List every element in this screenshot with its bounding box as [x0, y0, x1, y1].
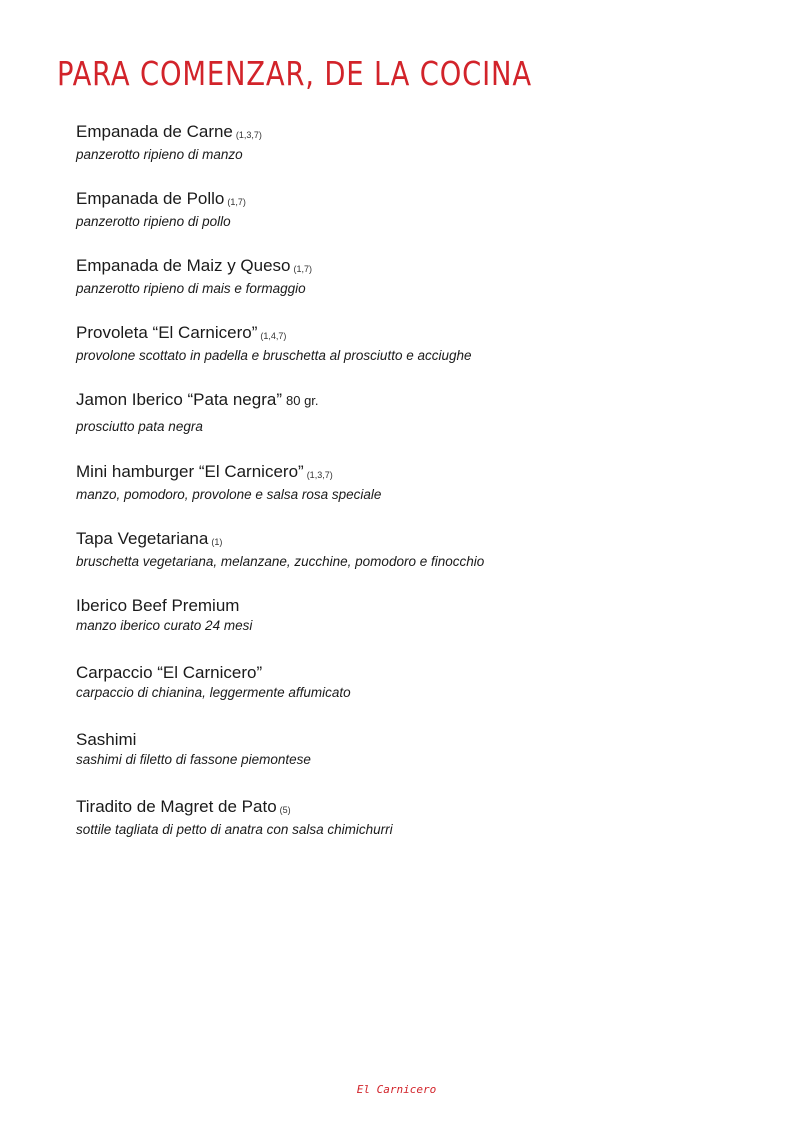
menu-item-allergens: (1,7)	[293, 264, 313, 274]
menu-item	[76, 796, 766, 863]
menu-item	[76, 729, 766, 796]
menu-item-description: provolone scottato in padella e bruschetta al prosciutto e acciughe	[76, 348, 472, 363]
menu-item-allergens: (5)	[279, 805, 291, 815]
menu-item-allergens: (1,3,7)	[306, 470, 333, 480]
menu-item-heading	[76, 255, 766, 280]
menu-item-allergens: (1,4,7)	[260, 331, 287, 341]
menu-item-description: prosciutto pata negra	[76, 419, 203, 434]
menu-item-heading	[76, 121, 766, 146]
menu-item	[76, 389, 766, 461]
page-title: PARA COMENZAR, DE LA COCINA	[57, 54, 532, 93]
menu-item	[76, 461, 766, 528]
menu-list	[76, 121, 766, 863]
menu-item	[76, 595, 766, 662]
menu-item-name: Carpaccio “El Carnicero”	[76, 663, 263, 682]
menu-item-description: carpaccio di chianina, leggermente affumicato	[76, 685, 351, 700]
menu-item-heading	[76, 461, 766, 486]
menu-item	[76, 528, 766, 595]
menu-item-heading	[76, 528, 766, 553]
menu-item-heading	[76, 389, 766, 412]
menu-item	[76, 188, 766, 255]
menu-item	[76, 662, 766, 729]
menu-item-heading	[76, 595, 766, 617]
menu-item	[76, 255, 766, 322]
menu-item-allergens: (1,7)	[227, 197, 246, 207]
menu-item-description: manzo, pomodoro, provolone e salsa rosa speciale	[76, 487, 382, 502]
menu-item-heading	[76, 662, 766, 684]
menu-item-allergens: (1,3,7)	[235, 130, 262, 140]
menu-item-name: Provoleta “El Carnicero”	[76, 323, 258, 342]
menu-item-name: Iberico Beef Premium	[76, 596, 240, 615]
menu-item-description: sashimi di filetto di fassone piemontese	[76, 752, 311, 767]
menu-item-name: Tiradito de Magret de Pato	[76, 797, 277, 816]
menu-item-description: manzo iberico curato 24 mesi	[76, 618, 253, 633]
menu-item-name: Jamon Iberico “Pata negra”	[76, 390, 282, 409]
menu-item-heading	[76, 188, 766, 213]
menu-item-name: Empanada de Pollo	[76, 189, 225, 208]
menu-item-weight: 80 gr.	[286, 393, 319, 408]
menu-item-description: panzerotto ripieno di manzo	[76, 147, 243, 162]
menu-item-name: Empanada de Maiz y Queso	[76, 256, 291, 275]
menu-item-name: Empanada de Carne	[76, 122, 233, 141]
menu-item-heading	[76, 796, 766, 821]
menu-item-description: panzerotto ripieno di pollo	[76, 214, 231, 229]
footer-brand: El Carnicero	[356, 1083, 437, 1096]
menu-item-allergens: (1)	[211, 537, 223, 547]
menu-item	[76, 121, 766, 188]
menu-item-description: sottile tagliata di petto di anatra con salsa chimichurri	[76, 822, 393, 837]
menu-item-name: Tapa Vegetariana	[76, 529, 209, 548]
menu-item	[76, 322, 766, 389]
menu-item-name: Mini hamburger “El Carnicero”	[76, 462, 304, 481]
menu-item-heading	[76, 322, 766, 347]
menu-item-description: bruschetta vegetariana, melanzane, zucchine, pomodoro e finocchio	[76, 554, 485, 569]
menu-item-name: Sashimi	[76, 730, 137, 749]
menu-item-heading	[76, 729, 766, 751]
menu-item-description: panzerotto ripieno di mais e formaggio	[76, 281, 306, 296]
